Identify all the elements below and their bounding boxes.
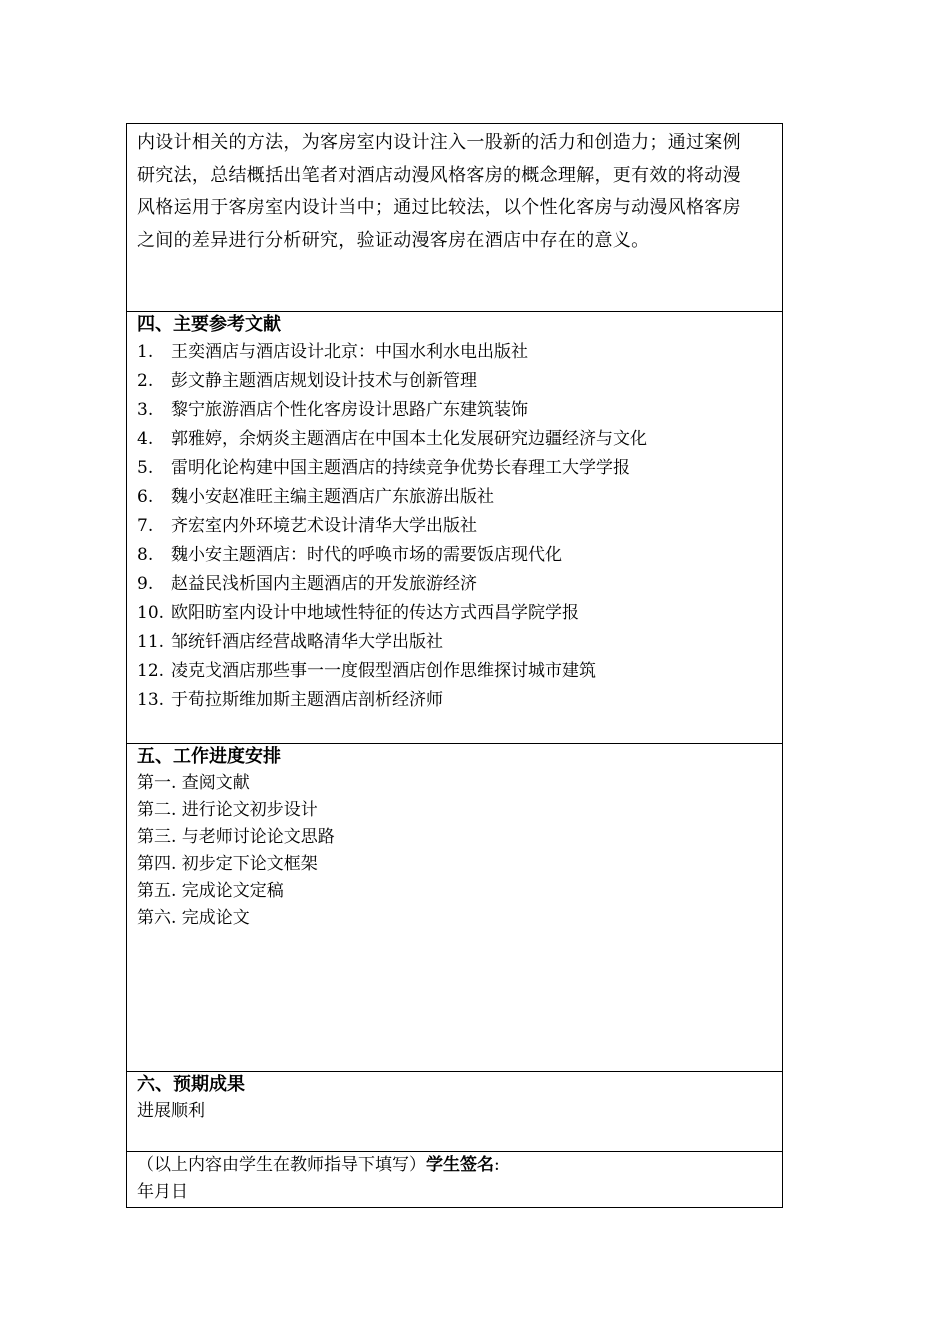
schedule-item: 第六. 完成论文 (137, 908, 250, 928)
references-section (127, 312, 782, 744)
schedule-item: 第五. 完成论文定稿 (137, 881, 284, 901)
schedule-heading: 五、工作进度安排 (137, 746, 281, 767)
expected-heading: 六、预期成果 (137, 1074, 245, 1095)
schedule-section (127, 744, 782, 1072)
reference-item: 6. 魏小安赵准旺主编主题酒店广东旅游出版社 (137, 487, 494, 507)
reference-item: 9. 赵益民浅析国内主题酒店的开发旅游经济 (137, 574, 477, 594)
signature-line (137, 1152, 774, 1179)
schedule-item: 第一. 查阅文献 (137, 773, 250, 793)
schedule-item: 第三. 与老师讨论论文思路 (137, 827, 335, 847)
methods-section (127, 124, 782, 312)
reference-item: 2. 彭文静主题酒店规划设计技术与创新管理 (137, 371, 477, 391)
reference-item: 10. 欧阳昉室内设计中地域性特征的传达方式西昌学院学报 (137, 603, 579, 623)
methods-line: 之间的差异进行分析研究，验证动漫客房在酒店中存在的意义。 (137, 229, 650, 251)
methods-line: 研究法，总结概括出笔者对酒店动漫风格客房的概念理解，更有效的将动漫 (137, 164, 741, 186)
signature-colon: : (494, 1155, 500, 1175)
reference-item: 11. 邹统钎酒店经营战略清华大学出版社 (137, 632, 443, 652)
references-heading: 四、主要参考文献 (137, 314, 281, 335)
signature-date: 年月日 (137, 1182, 188, 1202)
expected-results-section (127, 1072, 782, 1152)
reference-item: 3. 黎宁旅游酒店个性化客房设计思路广东建筑装饰 (137, 400, 528, 420)
reference-item: 8. 魏小安主题酒店：时代的呼唤市场的需要饭店现代化 (137, 545, 562, 565)
expected-text: 进展顺利 (137, 1101, 205, 1121)
schedule-item: 第二. 进行论文初步设计 (137, 800, 318, 820)
reference-item: 5. 雷明化论构建中国主题酒店的持续竞争优势长春理工大学学报 (137, 458, 630, 478)
signature-note: （以上内容由学生在教师指导下填写） (137, 1155, 426, 1175)
reference-item: 13. 于荀拉斯维加斯主题酒店剖析经济师 (137, 690, 443, 710)
methods-line: 风格运用于客房室内设计当中；通过比较法，以个性化客房与动漫风格客房 (137, 197, 741, 218)
signature-section (127, 1152, 782, 1207)
reference-item: 1. 王奕酒店与酒店设计北京：中国水利水电出版社 (137, 342, 528, 362)
reference-item: 7. 齐宏室内外环境艺术设计清华大学出版社 (137, 516, 477, 536)
reference-item: 4. 郭雅婷，余炳炎主题酒店在中国本土化发展研究边疆经济与文化 (137, 429, 647, 449)
signature-label: 学生签名 (426, 1155, 494, 1175)
reference-item: 12. 凌克戈酒店那些事一一度假型酒店创作思维探讨城市建筑 (137, 661, 596, 681)
proposal-form (126, 123, 783, 1208)
schedule-item: 第四. 初步定下论文框架 (137, 854, 318, 874)
methods-line: 内设计相关的方法，为客房室内设计注入一股新的活力和创造力；通过案例 (137, 132, 741, 153)
